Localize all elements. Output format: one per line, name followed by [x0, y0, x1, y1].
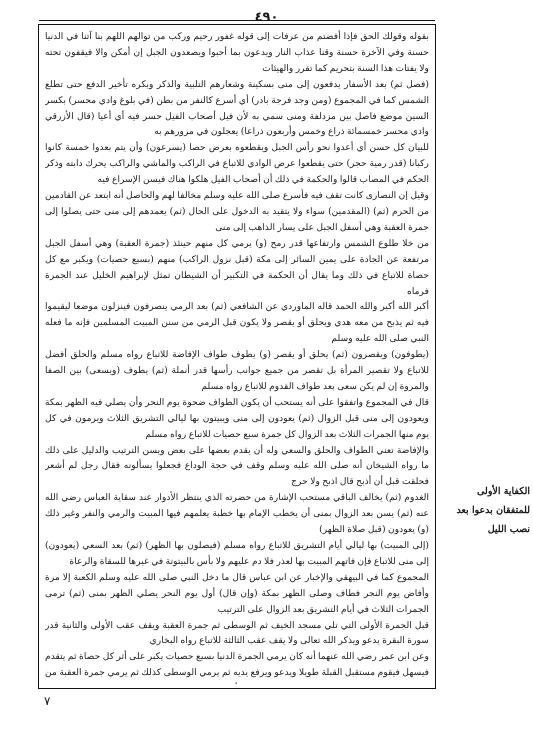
paragraph: أكبر الله أكبر والله الحمد قاله الماوردي عن الشافعي (ثم) بعد الرمي ينصرفون فينزلون موضعا ليقيموا فيه ثم يذبح من معه هدي ويحلق أو يقصر ولا يكون قبل الرمي من سنن المبيت المسلمين فإنه ما فعله النبي صلى الله عليه وسلم [45, 301, 429, 345]
page-number: ٤٩٠ [254, 10, 279, 25]
paragraph: من خلا طلوع الشمس وارتفاعها قدر رمح (و) يرمي كل منهم حينئذ (جمرة العقبة) وهي أسفل الجبل مرتفعة عن الجادة على يمين السائر إلى مكة (قبل نزول الراكب) منهم (بسبع حصيات) ويكبر مع كل حصاة للاتباع في ذلك وما يقال أن الحكمة في التكبير أن الشيطان تمثل لإبراهيم الخليل عند الجمرة فرماه [45, 237, 429, 297]
catchword: ٧ [44, 694, 51, 708]
paragraph: والإفاضة تعني الطواف والحلق والسعي وله أن يقدم بعضها على بعض ويسن الترتيب والدليل على ذلك ما رواه الشيخان أنه صلى الله عليه وسلم وقف في حجة الوداع فجعلوا يسألونه فقال رجل لم أشعر فحلقت قبل أن أذبح قال اذبح ولا حرج [45, 444, 429, 488]
paragraph: وعن ابن عمر رضي الله عنهما أنه كان يرمي الجمرة الدنيا بسبع حصيات يكبر على أثر كل حصاة ثم يتقدم فيسهل فيقوم مستقبل القبلة طويلا ويدعو ويرفع يديه ثم يرمي الوسطى كذلك ثم يرمي جمرة العقبة من [45, 651, 429, 679]
main-text-frame [38, 24, 436, 689]
paragraph: وقيل إن النصارى كانت تقف فيه فأسرع صلى الله عليه وسلم مخالفا لهم والحاصل أنه ابتعد عن القادمين من الحرم (ثم) (المقدمين) سواء ولا يتقيد به الدخول على الحال (ثم) يعمدهم إلى منى حتى يصلوا إلى جمرة العقبة وهي أسفل الجبل على يسار الذاهب إلى منى [45, 190, 429, 233]
paragraph: الغدوم (ثم) يخالف الباقي مستحب الإشارة من حضرته الذي ينتظر الأدوار عند سقاية العباس رضي الله عنه (ثم) يسن بعد الزوال بمنى أن يخطب الإمام بها خطبة يعلمهم فيها المبيت والرمي والنفر وغير ذلك (و) يعودون (قبل صلاة الظهر) [45, 492, 429, 536]
paragraph: للبيان كل حسن أي أعدوا نحو رأس الجبل ويقطعوه بعرض حصا (يسرعون) وأن يتم بعدوا خمسة كانوا ركبانا (قدر رمية حجر) حتى يقطعوا عرض الوادي للاتباع في الراكب والماشي والراكب يحرك دابته وذكر الحكم في المصاب قالوا والحكمة في ذلك أن أصحاب الفيل هلكوا هناك فيسن الإسراع فيه [45, 142, 429, 186]
margin-note: الكفاية الأولى للمتفقان بدعوا بعد نصب الليل [456, 486, 530, 535]
paragraph: المجموع كما في البيهقي والإخبار عن ابن عباس قال ما دخل النبي صلى الله عليه وسلم الكعبة إلا مرة وأفاض يوم النحر فطاف وصلى الظهر بمكة (وإن قال) أول يوم النحر يصلي الظهر بمنى (ثم) ترمى الجمرات الثلاث في أيام التشريق بعد الزوال على الترتيب [45, 571, 429, 615]
paragraph: (إلى المبيت) بها ليالي أيام التشريق للاتباع رواه مسلم (فيصلون بها الظهر) (ثم) بعد السعي (يعودون) إلى منى للاتباع فإن فاتهم المبيت بها لعذر فلا دم عليهم ولا بأس بالبيتوتة في غيرها للسقاة والرعاة [45, 540, 429, 567]
paragraph: بقوله وقولك الحق فإذا أفضتم من عرفات إلى قوله غفور رحيم وركب من توالهم اللهم بنا آتنا في الدنيا حسنة وفي الآخرة حسنة وقنا عذاب النار ويدعون بما أحبوا ويصعدون الجبل إن أمكن والا فيقفون تحته ولا يفتات هذا السنة بتحريم كما تقرر والهيئات [45, 31, 429, 74]
paragraph: قبل الجمرة الأولى التي تلي مسجد الخيف ثم الوسطى ثم جمرة العقبة ويقف عقب الأولى والثانية قدر سورة البقرة يدعو ويذكر الله تعالى ولا يقف عقب الثالثة للاتباع رواه البخاري [45, 619, 429, 647]
paragraph: (فصل ثم) بعد الأسفار يدفعون إلى منى بسكينة وشعارهم التلبية والذكر وبكره تأخير الدفع حتى تطلع الشمس كما في المجموع (ومن وجد فرجة بادر) أي أسرع كالنفر من بطن (في بلوغ وادي محسر) بكسر السين موضع فاصل بين مزدلفة ومنى سمي به لأن فيل أصحاب الفيل حسر فيه أي أعيا (قال الأزرقي وادي محسر خمسمائة ذراع وخمس وأربعون ذراعا) يعجلون في مرورهم به [45, 78, 429, 138]
paragraph: قال في المجموع واتفقوا على أنه يستحب أن يكون الطواف ضحوة يوم النحر وأن يصلي فيه الظهر بمكة ويعودون إلى منى قبل الزوال (ثم) يعودون إلى منى ويبيتون بها ليالي التشريق الثلاث ويرمون في كل يوم منها الجمرات الثلاث بعد الزوال كل جمرة سبع حصيات للاتباع رواه مسلم [45, 396, 429, 440]
paragraph: (يطوفون) ويقصرون (ثم) يحلق أو يقصر (و) يطوف طواف الإفاضة للاتباع رواه مسلم والحلق أفضل للاتباع ولا تقصير المرأة بل تقصر من جميع جوانب رأسها قدر أنملة (ثم) يطوف (ويسعى) بين الصفا والمروة إن لم يكن سعى بعد طواف القدوم للاتباع رواه مسلم [45, 349, 429, 392]
body-text [45, 29, 429, 684]
